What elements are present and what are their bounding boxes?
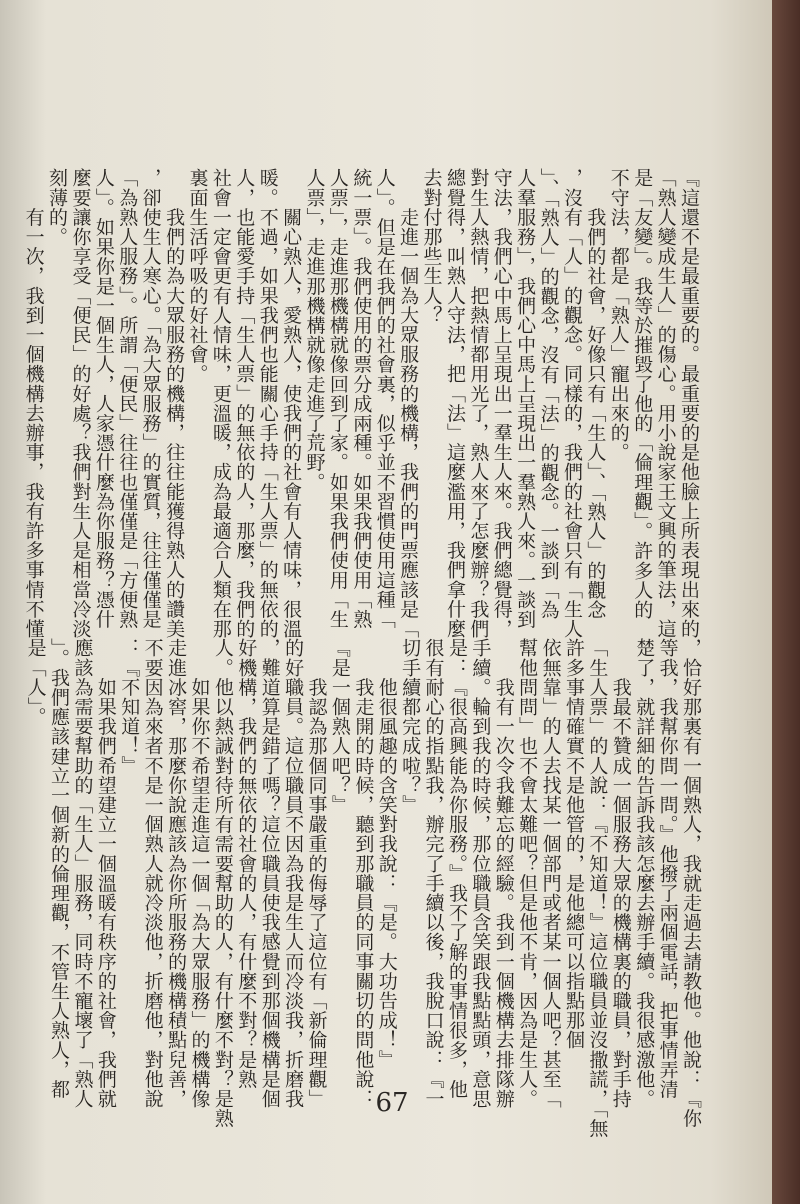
- text-column: ，難道算是錯了嗎？這位職員使我感覺到那個機構是個: [258, 638, 281, 1109]
- text-column: 總覺得，叫熟人守法，把「法」這麼濫用，我們拿什麼: [443, 168, 466, 639]
- text-column: 裏面生活呼吸的好社會。: [186, 168, 209, 384]
- text-column: ，恰好那裏有一個熟人，我就走過去請教他。他說：『你: [680, 638, 702, 1128]
- text-column: 不守法，都是「熟人」寵出來的。: [607, 168, 630, 462]
- text-column: 不要因為來者不是一個熟人就冷淡他，折磨他，對他說: [141, 638, 164, 1109]
- text-column: 守法，我們心中馬上呈現出一羣生人來。我們總覺得，: [490, 168, 513, 639]
- text-column: 好機構，我們的無依的社會的人，有什麼不對？是熟: [235, 638, 258, 1089]
- text-column: 有一次，我到一個機構去辦事，我有許多事情不懂: [22, 168, 45, 639]
- text-column: 關心熟人，愛熟人，使我們的社會有人情味，很溫: [280, 168, 303, 639]
- text-column: 社會一定會更有人情味，更溫暖，成為最適合人類在那: [209, 168, 232, 639]
- text-column: 『這還不是最重要的。最重要的是他臉上所表現出來的: [678, 168, 700, 639]
- text-column: 人票」，走進那機構就像走進了荒野。: [303, 168, 326, 492]
- text-column: 依無靠」的人去找某一個部門或者某一個人吧？甚至「: [539, 638, 562, 1109]
- text-column: 手續。輪到我的時候，那位職員含笑跟我點點頭，意思: [469, 638, 492, 1109]
- text-column: 如果你不希望走進這一個「為大眾服務」的機構像: [188, 638, 211, 1109]
- upper-text-block: [22, 168, 700, 639]
- text-column: 是「友變」。我等於摧毀了他的「倫理觀」。許多人的: [631, 168, 654, 620]
- text-column: 走進一個為大眾服務的機構，我們的門票應該是「: [397, 168, 420, 639]
- text-column: 暖。不過，如果我們也能關心手持「生人票」的無依的: [256, 168, 279, 639]
- text-column: 幫他問問」也不會太難吧？但是他不肯，因為是生人。: [516, 638, 539, 1109]
- text-column: 麼要讓你享受「便民」的好處？我們對生人是相當冷淡: [69, 168, 92, 639]
- text-column: 人票」，走進那機構就像回到了家。如果我們使用「生: [326, 168, 349, 629]
- text-column: 是：『很高興能為你服務。』我不了解的事情很多，他: [445, 638, 468, 1099]
- text-column: 等我，我幫你問一問。』他撥了兩個電話，把事情弄清: [656, 638, 679, 1099]
- text-column: 『是一個熟人吧？』: [328, 638, 351, 815]
- book-binding: [770, 0, 800, 1204]
- text-column: 許多事情確實不是他管的，是他總可以指點那個: [562, 638, 585, 1050]
- text-column: 的好職員。這位職員不因為我是生人而冷淡我，折磨我: [282, 638, 305, 1109]
- text-column: 楚了，就詳細的告訴我該怎麼去辦手續。我很感激他。: [633, 638, 656, 1109]
- text-column: 如果我們希望建立一個溫暖有秩序的社會，我們就: [94, 638, 117, 1109]
- text-column: 他很風趣的含笑對我說：『是。大功告成！』: [375, 638, 398, 1070]
- text-column: 對生人熱情，把熱情都用光了，熟人來了怎麼辦？我們: [467, 168, 490, 639]
- text-column: 走進冰窖，那麼你說應該為你所服務的機構積點兒善，: [165, 638, 188, 1109]
- text-column: 我走開的時候，聽到那職員的同事關切的問他說：: [352, 638, 375, 1109]
- text-column: 「生人票」的人說：『不知道！』這位職員並沒撒謊，「無: [586, 638, 609, 1139]
- text-column: 人。他以熱誠對待所有需要幫助的人，有什麼不對？是熟: [211, 638, 234, 1128]
- text-column: 」、「熟人」的觀念，沒有「法」的觀念。一談到「為: [537, 168, 560, 620]
- text-column: 統一票」。我們使用的票分成兩種。如果我們使用「熟: [350, 168, 373, 629]
- text-column: 人」。但是在我們的社會裏，似乎並不習慣使用這種「: [373, 168, 396, 629]
- text-column: 人」。如果你是一個生人，人家憑什麼為你服務？憑什: [92, 168, 115, 629]
- text-column: 我最不贊成一個服務大眾的機構裏的職員，對手持: [609, 638, 632, 1109]
- text-column: ：『不知道！』: [118, 638, 141, 776]
- text-column: 我們的社會，好像只有「生人」、「熟人」的觀念: [584, 168, 607, 620]
- text-column: ，卻使生人寒心。「為大眾服務」的實質，往往僅僅是: [139, 168, 162, 629]
- text-column: ，沒有「人」的觀念。同樣的，我們的社會只有「生人: [560, 168, 583, 639]
- text-column: 「為熟人服務」。所謂「便民」往往也僅僅是「方便熟: [116, 168, 139, 629]
- text-column: 是「人」。: [24, 638, 47, 727]
- text-column: 我有一次令我難忘的經驗。我到一個機構去排隊辦: [492, 638, 515, 1109]
- text-column: 去對付那些生人？: [420, 168, 443, 325]
- text-column: 刻薄的。: [46, 168, 69, 247]
- text-column: 切手續都完成啦？』: [399, 638, 422, 815]
- text-column: 人羣服務」，我們心中馬上呈現出一羣熟人來。一談到: [514, 168, 537, 629]
- text-column: 「熟人變成生人」的傷心。用小說家王文興的筆法，這: [654, 168, 677, 639]
- text-column: 很有耐心的指點我，辦完了手續以後，我脫口說：『一: [422, 638, 445, 1109]
- page-number: 67: [375, 1088, 409, 1118]
- text-column: 應該為需要幫助的「生人」服務，同時不寵壞了「熟人: [71, 638, 94, 1109]
- text-column: 我們的為大眾服務的機構，往往能獲得熟人的讚美: [163, 168, 186, 639]
- text-column: 人，也能愛手持「生人票」的無依的人，那麼，我們的: [233, 168, 256, 639]
- text-column: 我認為那個同事嚴重的侮辱了這位有「新倫理觀」: [305, 638, 328, 1109]
- text-column: 」。我們應該建立一個新的倫理觀，不管生人熟人，都: [48, 638, 71, 1099]
